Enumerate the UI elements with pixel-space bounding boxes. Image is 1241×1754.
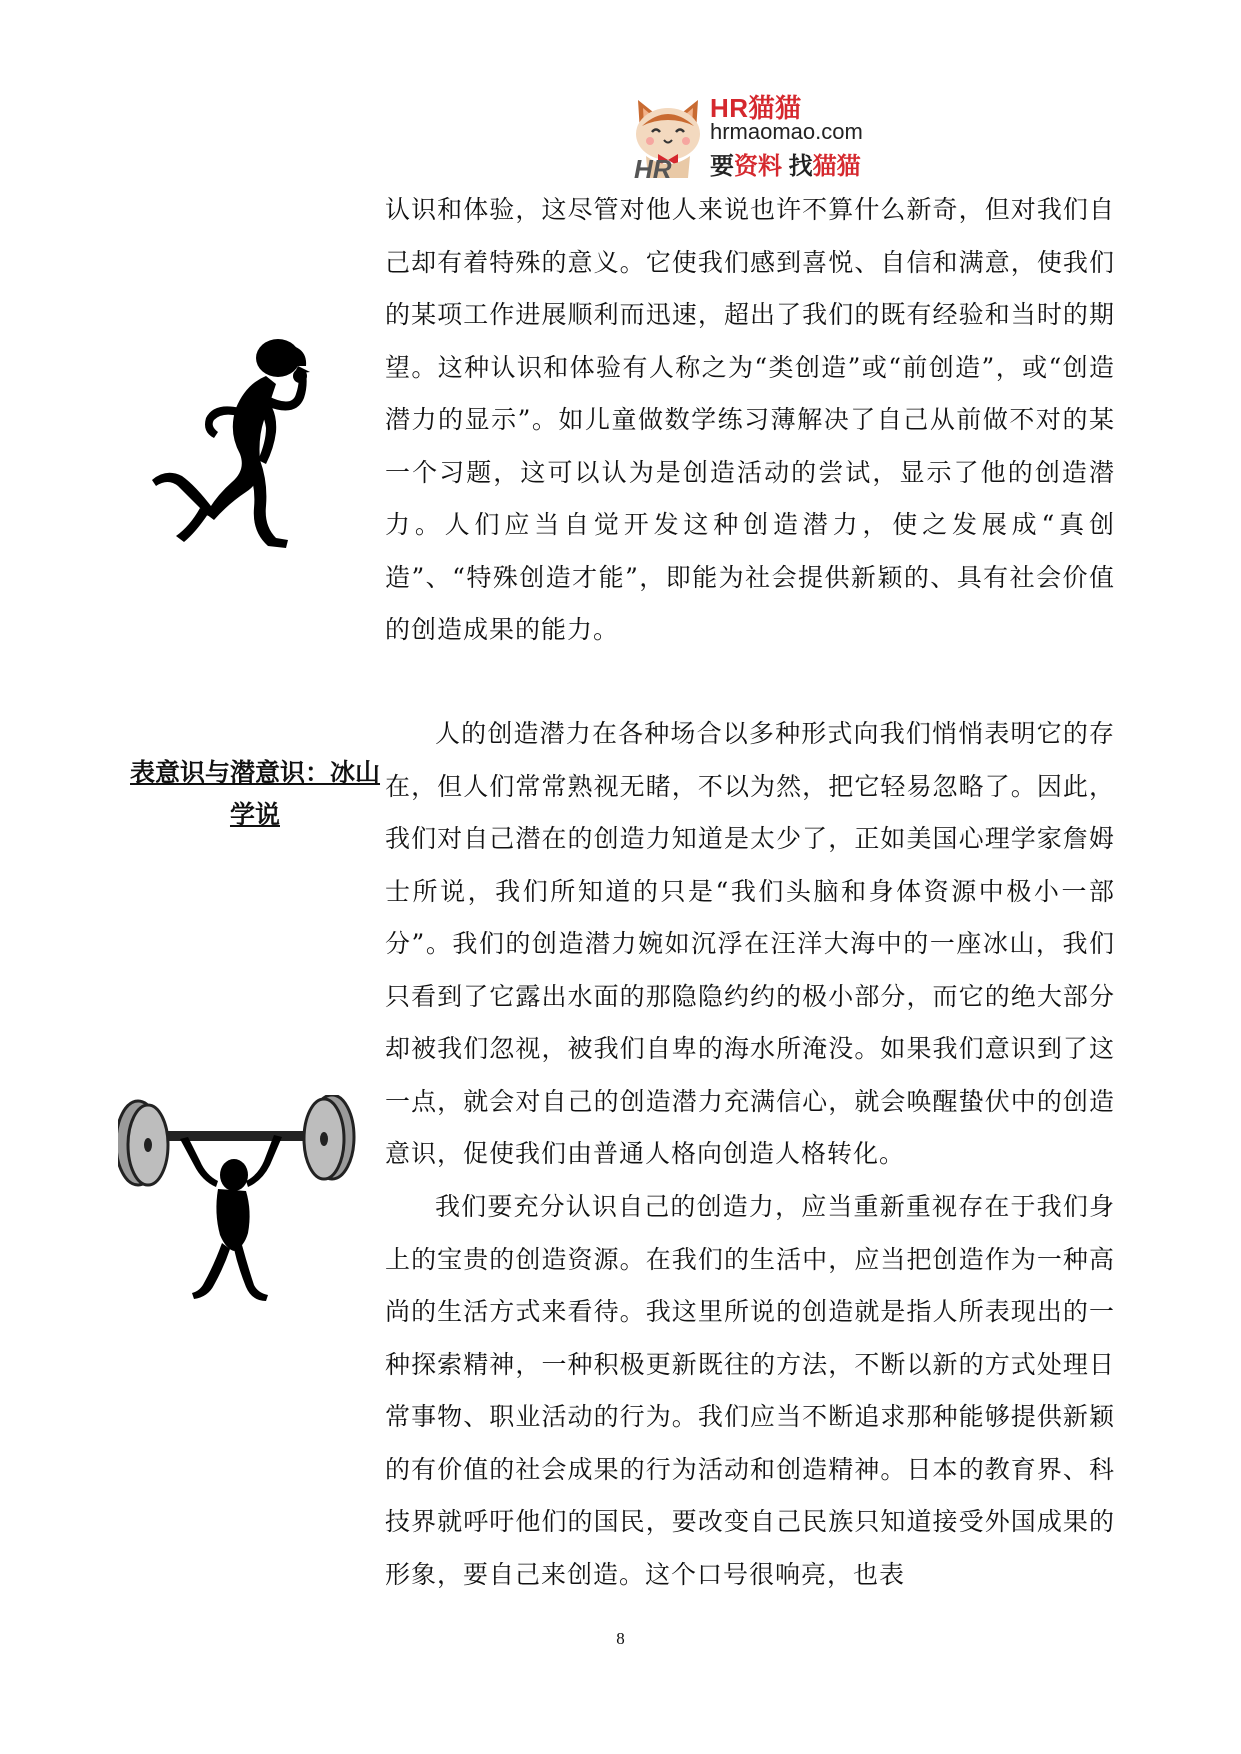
body-paragraph: 人的创造潜力在各种场合以多种形式向我们悄悄表明它的存在，但人们常常熟视无睹，不以为然，把它轻易忽略了。因此，我们对自己潜在的创造力知道是太少了，正如美国心理学家詹姆士所说，我们所知道的只是“我们头脑和身体资源中极小一部分”。我们的创造潜力婉如沉浮在汪洋大海中的一座冰山，我们只看到了它露出水面的那隐隐约约的极小部分，而它的绝大部分却被我们忽视，被我们自卑的海水所淹没。如果我们意识到了这一点，就会对自己的创造潜力充满信心，就会唤醒蛰伏中的创造意识，促使我们由普通人格向创造人格转化。 — [385, 719, 1115, 1168]
logo-slogan: 要资料 找猫猫 — [710, 153, 861, 180]
logo-brand-name: HR猫猫 — [710, 93, 802, 123]
body-paragraph: 我们要充分认识自己的创造力，应当重新重视存在于我们身上的宝贵的创造资源。在我们的生活中，应当把创造作为一种高尚的生活方式来看待。我这里所说的创造就是指人所表现出的一种探索精神，一种积极更新既往的方法，不断以新的方式处理日常事物、职业活动的行为。我们应当不断追求那种能够提供新颖的有价值的社会成果的行为活动和创造精神。日本的教育界、科技界就呼吁他们的国民，要改变自己民族只知道接受外国成果的形象，要自己来创造。这个口号很响亮，也表 — [385, 1192, 1115, 1589]
page-number: 8 — [616, 1629, 625, 1648]
header-logo — [628, 84, 898, 180]
logo-badge: HR — [634, 154, 672, 180]
running-figure-icon — [148, 336, 338, 556]
weightlifter-figure-icon — [118, 1095, 358, 1335]
section-heading: 表意识与潜意识：冰山学说 — [130, 758, 381, 829]
body-paragraph: 认识和体验，这尽管对他人来说也许不算什么新奇，但对我们自己却有着特殊的意义。它使我们感到喜悦、自信和满意，使我们的某项工作进展顺利而迅速，超出了我们的既有经验和当时的期望。这种认识和体验有人称之为“类创造”或“前创造”，或“创造潜力的显示”。如儿童做数学练习薄解决了自己从前做不对的某一个习题，这可以认为是创造活动的尝试，显示了他的创造潜力。人们应当自觉开发这种创造潜力，使之发展成“真创造”、“特殊创造才能”，即能为社会提供新颖的、具有社会价值的创造成果的能力。 — [385, 195, 1115, 644]
cat-mascot-icon — [628, 92, 708, 180]
logo-domain: hrmaomao.com — [710, 119, 863, 144]
